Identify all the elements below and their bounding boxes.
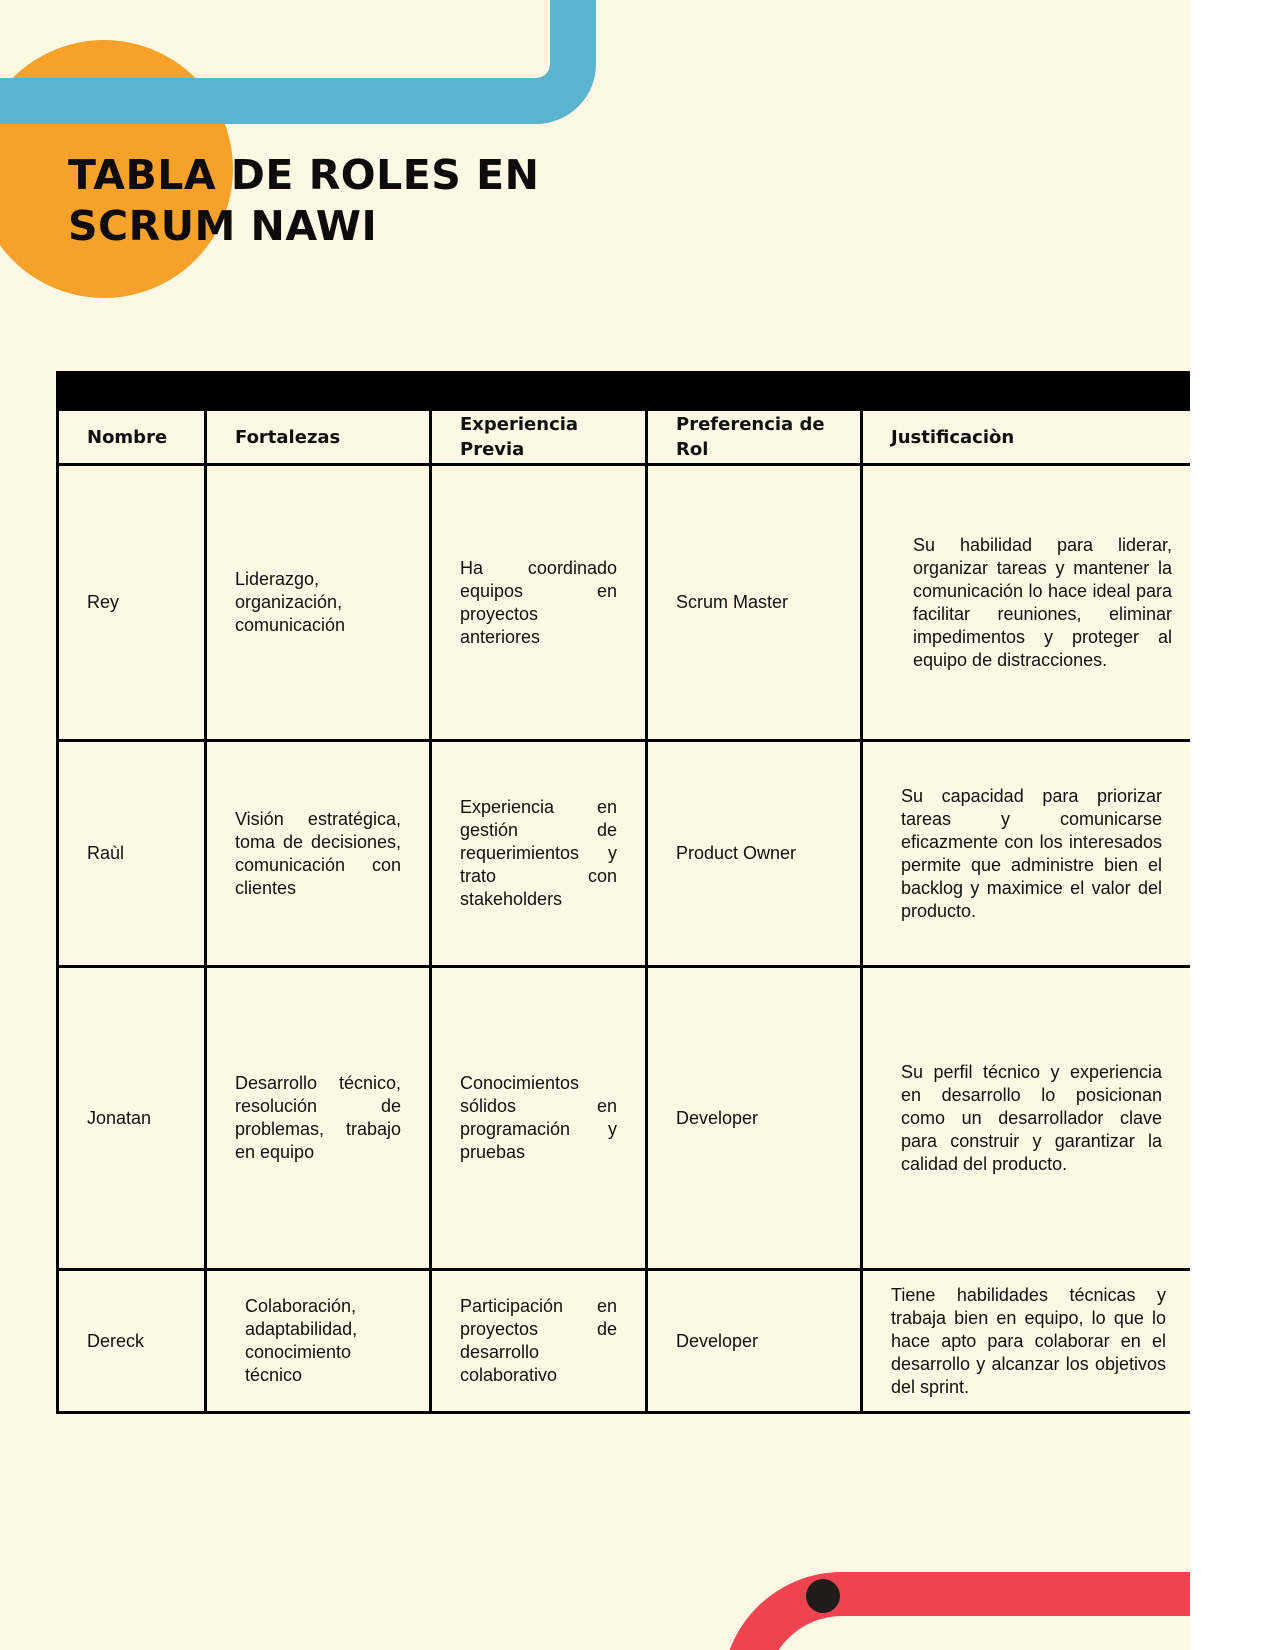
page-title [68, 150, 539, 252]
table-row [58, 1270, 1191, 1413]
cell-nombre: Rey [58, 465, 206, 741]
header-justificacion: Justificaciòn [862, 410, 1191, 465]
cell-fortalezas: Visión estratégica, toma de decisiones, comunicación con clientes [206, 741, 431, 967]
cell-experiencia: Conocimientos sólidos en programación y pruebas [431, 967, 647, 1270]
table-top-bar [58, 373, 1191, 410]
cell-preferencia: Scrum Master [647, 465, 862, 741]
cell-nombre: Dereck [58, 1270, 206, 1413]
cell-justificacion: Su capacidad para priorizar tareas y comunicarse eficazmente con los interesados permite que administre bien el backlog y maximice el valor del producto. [862, 741, 1191, 967]
cell-justificacion: Su perfil técnico y experiencia en desarrollo lo posicionan como un desarrollador clave para construir y garantizar la calidad del producto. [862, 967, 1191, 1270]
cell-fortalezas: Liderazgo, organización, comunicación [206, 465, 431, 741]
cell-justificacion: Su habilidad para liderar, organizar tareas y mantener la comunicación lo hace ideal para facilitar reuniones, eliminar impedimentos y proteger al equipo de distracciones. [862, 465, 1191, 741]
red-band-decoration [722, 1572, 1190, 1650]
title-line-2: SCRUM NAWI [68, 202, 378, 250]
cell-experiencia: Ha coordinado equipos en proyectos anteriores [431, 465, 647, 741]
cell-preferencia: Developer [647, 1270, 862, 1413]
blue-band-decoration [0, 0, 596, 124]
cell-fortalezas: Desarrollo técnico, resolución de problemas, trabajo en equipo [206, 967, 431, 1270]
header-nombre: Nombre [58, 410, 206, 465]
header-fortalezas: Fortalezas [206, 410, 431, 465]
header-experiencia: Experiencia Previa [431, 410, 647, 465]
cell-experiencia: Experiencia en gestión de requerimientos y trato con stakeholders [431, 741, 647, 967]
dark-dot-decoration [806, 1579, 840, 1613]
table-row [58, 465, 1191, 741]
header-preferencia: Preferencia de Rol [647, 410, 862, 465]
table-row [58, 967, 1191, 1270]
cell-experiencia: Participación en proyectos de desarrollo colaborativo [431, 1270, 647, 1413]
cell-justificacion: Tiene habilidades técnicas y trabaja bien en equipo, lo que lo hace apto para colaborar en el desarrollo y alcanzar los objetivos del sprint. [862, 1270, 1191, 1413]
roles-table [56, 371, 1190, 1414]
cell-preferencia: Product Owner [647, 741, 862, 967]
cell-fortalezas: Colaboración, adaptabilidad, conocimiento técnico [206, 1270, 431, 1413]
title-line-1: TABLA DE ROLES EN [68, 151, 540, 199]
cell-preferencia: Developer [647, 967, 862, 1270]
table-row [58, 741, 1191, 967]
cell-nombre: Jonatan [58, 967, 206, 1270]
table-header-row [58, 410, 1191, 465]
cell-nombre: Raùl [58, 741, 206, 967]
